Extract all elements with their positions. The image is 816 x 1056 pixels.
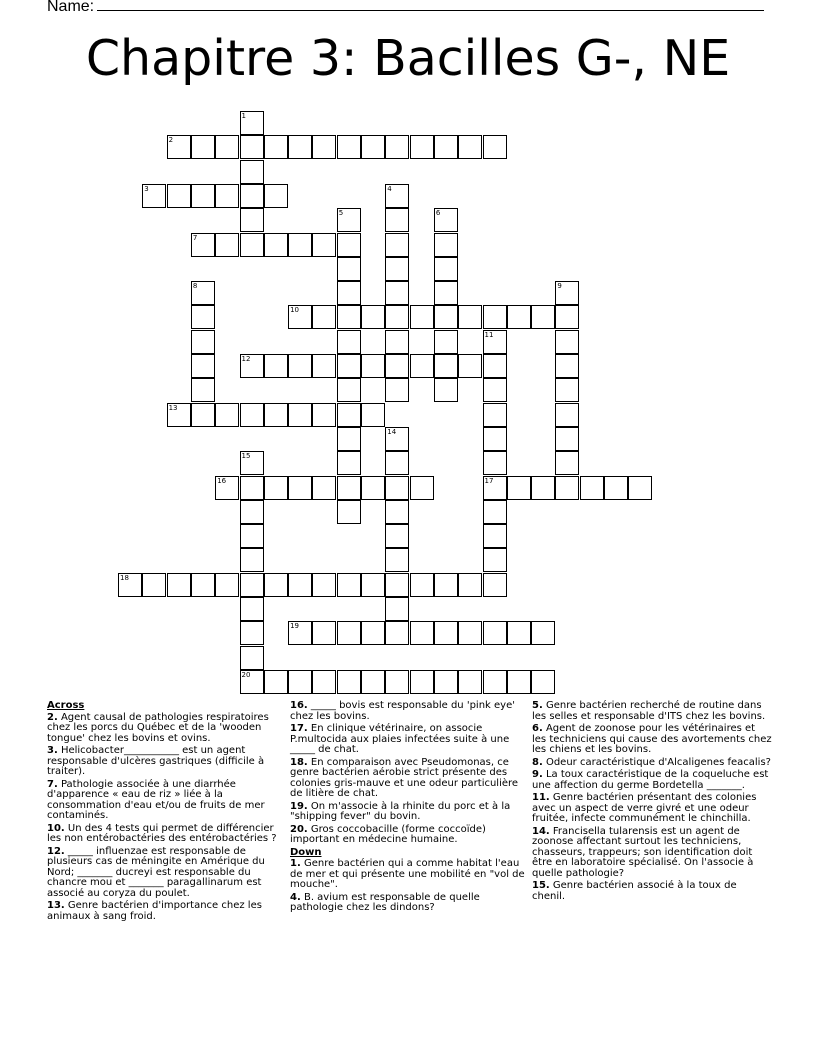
- clue-column-1: [47, 701, 282, 924]
- grid-cell[interactable]: [288, 476, 312, 500]
- grid-cell[interactable]: [191, 184, 215, 208]
- grid-cell[interactable]: [483, 573, 507, 597]
- clue-number-label: 12: [241, 355, 251, 363]
- clue-number-label: 4: [387, 184, 392, 193]
- grid-cell[interactable]: [385, 378, 409, 402]
- grid-cell[interactable]: [555, 330, 579, 354]
- grid-cell[interactable]: [385, 670, 409, 694]
- grid-cell[interactable]: [507, 476, 531, 500]
- clue-down-9: 9. La toux caractéristique de la coqueluche est une affection du germe Bordetella _______.: [532, 769, 769, 791]
- grid-cell[interactable]: [483, 548, 507, 572]
- grid-cell[interactable]: [288, 403, 312, 427]
- grid-cell[interactable]: [555, 403, 579, 427]
- grid-cell[interactable]: [385, 573, 409, 597]
- clue-down-4: 4. B. avium est responsable de quelle pathologie chez les dindons?: [290, 891, 480, 913]
- clue-down-11: 11. Genre bactérien présentant des colonies avec un aspect de verre givré et une odeur fruitée, infecte communément le chinchilla.: [532, 792, 757, 824]
- grid-cell[interactable]: [264, 476, 288, 500]
- grid-cell[interactable]: [264, 670, 288, 694]
- grid-cell[interactable]: [312, 305, 336, 329]
- grid-cell[interactable]: [507, 305, 531, 329]
- clue-number-label: 2: [168, 136, 174, 145]
- grid-cell[interactable]: [410, 135, 434, 159]
- grid-cell[interactable]: [264, 233, 288, 257]
- grid-cell[interactable]: [385, 524, 409, 548]
- grid-cell[interactable]: [385, 597, 409, 621]
- grid-cell[interactable]: [385, 305, 409, 329]
- name-label: Name:: [47, 0, 95, 15]
- grid-cell[interactable]: [312, 233, 336, 257]
- clue-number-label: 3: [144, 184, 149, 193]
- grid-cell[interactable]: [337, 233, 361, 257]
- clue-number-label: 18: [120, 573, 129, 582]
- grid-cell[interactable]: [555, 354, 579, 378]
- clue-down-6: 6. Agent de zoonose pour les vétérinaires et les techniciens qui cause des avortements chez les chiens et les bovins.: [532, 723, 772, 755]
- grid-cell[interactable]: [483, 354, 507, 378]
- grid-cell[interactable]: [385, 208, 409, 232]
- grid-cell[interactable]: [312, 354, 336, 378]
- grid-cell[interactable]: [483, 524, 507, 548]
- clue-across-13: 13. Genre bactérien d'importance chez les animaux à sang froid.: [47, 900, 262, 922]
- grid-cell[interactable]: [215, 135, 239, 159]
- grid-cell[interactable]: [264, 403, 288, 427]
- grid-cell[interactable]: [337, 451, 361, 475]
- clue-number-label: 17: [484, 476, 494, 485]
- grid-cell[interactable]: [312, 621, 336, 645]
- grid-cell[interactable]: [264, 184, 288, 208]
- grid-cell[interactable]: [434, 621, 458, 645]
- grid-cell[interactable]: [240, 135, 264, 159]
- clue-number-label: 16: [217, 476, 227, 485]
- grid-cell[interactable]: [483, 451, 507, 475]
- grid-cell[interactable]: [191, 330, 215, 354]
- grid-cell[interactable]: [288, 135, 312, 159]
- clue-number-label: 19: [290, 622, 300, 631]
- clue-across-17: 17. En clinique vétérinaire, on associe P.multocida aux plaies infectées suite à une _____ de chat.: [290, 723, 510, 755]
- grid-cell[interactable]: [337, 354, 361, 378]
- grid-cell[interactable]: [337, 330, 361, 354]
- grid-cell[interactable]: [531, 305, 555, 329]
- grid-cell[interactable]: [240, 597, 264, 621]
- grid-cell[interactable]: [337, 305, 361, 329]
- grid-cell[interactable]: [337, 573, 361, 597]
- grid-cell[interactable]: [191, 378, 215, 402]
- grid-cell[interactable]: [434, 670, 458, 694]
- clue-number-label: 5: [338, 209, 344, 218]
- clue-number-label: 13: [168, 403, 178, 412]
- grid-cell[interactable]: [240, 646, 264, 670]
- grid-cell[interactable]: [361, 403, 385, 427]
- grid-cell[interactable]: [555, 305, 579, 329]
- grid-cell[interactable]: [337, 403, 361, 427]
- grid-cell[interactable]: [215, 184, 239, 208]
- grid-cell[interactable]: [483, 378, 507, 402]
- clue-down-5: 5. Genre bactérien recherché de routine dans les selles et responsable d'ITS chez les bovins.: [532, 700, 766, 722]
- grid-cell[interactable]: [385, 354, 409, 378]
- grid-cell[interactable]: [458, 305, 482, 329]
- grid-cell[interactable]: [215, 233, 239, 257]
- clue-down-14: 14. Francisella tularensis est un agent de zoonose affectant surtout les techniciens, chasseurs, trappeurs; son identification doit être en laboratoire spécialisé. On l'associe à quelle pathologie?: [532, 825, 754, 879]
- grid-cell[interactable]: [434, 330, 458, 354]
- clue-column-3: [532, 701, 772, 904]
- grid-cell[interactable]: [385, 257, 409, 281]
- clue-across-2: 2. Agent causal de pathologies respiratoires chez les porcs du Québec et de la 'wooden tongue' chez les bovins et ovins.: [47, 711, 269, 744]
- grid-cell[interactable]: [483, 670, 507, 694]
- grid-cell[interactable]: [361, 476, 385, 500]
- clue-across-18: 18. En comparaison avec Pseudomonas, ce genre bactérien aérobie strict présente des colonies gris-mauve et une odeur particulière de litière de chat.: [290, 756, 519, 799]
- grid-cell[interactable]: [288, 233, 312, 257]
- grid-cell[interactable]: [312, 670, 336, 694]
- clue-down-15: 15. Genre bactérien associé à la toux de chenil.: [532, 880, 737, 902]
- grid-cell[interactable]: [580, 476, 604, 500]
- down-header: Down: [290, 846, 322, 858]
- grid-cell[interactable]: [264, 135, 288, 159]
- grid-cell[interactable]: [240, 548, 264, 572]
- grid-cell[interactable]: [385, 451, 409, 475]
- clue-down-8: 8. Odeur caractéristique d'Alcaligenes feacalis?: [532, 756, 771, 768]
- grid-cell[interactable]: [434, 257, 458, 281]
- grid-cell[interactable]: [531, 621, 555, 645]
- grid-cell[interactable]: [531, 670, 555, 694]
- grid-cell[interactable]: [240, 500, 264, 524]
- grid-cell[interactable]: [312, 135, 336, 159]
- grid-cell[interactable]: [385, 500, 409, 524]
- grid-cell[interactable]: [337, 135, 361, 159]
- grid-cell[interactable]: [434, 135, 458, 159]
- clue-number-label: 14: [387, 427, 397, 436]
- grid-cell[interactable]: [361, 573, 385, 597]
- clue-across-19: 19. On m'associe à la rhinite du porc et à la "shipping fever" du bovin.: [290, 800, 511, 822]
- grid-cell[interactable]: [264, 573, 288, 597]
- grid-cell[interactable]: [434, 281, 458, 305]
- grid-cell[interactable]: [191, 573, 215, 597]
- grid-cell[interactable]: [337, 476, 361, 500]
- grid-cell[interactable]: [483, 427, 507, 451]
- clue-number-label: 15: [241, 452, 251, 461]
- clue-number-label: 1: [241, 112, 246, 120]
- grid-cell[interactable]: [240, 524, 264, 548]
- grid-cell[interactable]: [507, 670, 531, 694]
- grid-cell[interactable]: [337, 621, 361, 645]
- clue-across-20: 20. Gros coccobacille (forme coccoïde) important en médecine humaine.: [290, 823, 486, 845]
- grid-cell[interactable]: [191, 354, 215, 378]
- grid-cell[interactable]: [555, 378, 579, 402]
- grid-cell[interactable]: [555, 427, 579, 451]
- grid-cell[interactable]: [434, 305, 458, 329]
- grid-cell[interactable]: [385, 330, 409, 354]
- grid-cell[interactable]: [337, 427, 361, 451]
- clue-number-label: 9: [557, 282, 562, 291]
- grid-cell[interactable]: [215, 573, 239, 597]
- clue-column-2: [290, 701, 525, 916]
- clue-across-7: 7. Pathologie associée à une diarrhée d'apparence « eau de riz » liée à la consommation d'eau et/ou de fruits de mer contaminés.: [47, 778, 265, 821]
- grid-cell[interactable]: [240, 208, 264, 232]
- grid-cell[interactable]: [361, 354, 385, 378]
- grid-cell[interactable]: [337, 257, 361, 281]
- grid-cell[interactable]: [410, 354, 434, 378]
- grid-cell[interactable]: [434, 573, 458, 597]
- grid-cell[interactable]: [264, 354, 288, 378]
- clue-across-10: 10. Un des 4 tests qui permet de différencier les non entérobactéries des entérobactéries ?: [47, 822, 277, 844]
- grid-cell[interactable]: [288, 573, 312, 597]
- grid-cell[interactable]: [312, 573, 336, 597]
- grid-cell[interactable]: [142, 573, 166, 597]
- grid-cell[interactable]: [191, 305, 215, 329]
- grid-cell[interactable]: [434, 233, 458, 257]
- grid-cell[interactable]: [361, 305, 385, 329]
- grid-cell[interactable]: [240, 573, 264, 597]
- grid-cell[interactable]: [531, 476, 555, 500]
- grid-cell[interactable]: [385, 548, 409, 572]
- grid-cell[interactable]: [167, 573, 191, 597]
- grid-cell[interactable]: [361, 135, 385, 159]
- grid-cell[interactable]: [337, 281, 361, 305]
- grid-cell[interactable]: [337, 670, 361, 694]
- grid-cell[interactable]: [434, 378, 458, 402]
- grid-cell[interactable]: [385, 233, 409, 257]
- grid-cell[interactable]: [361, 621, 385, 645]
- grid-cell[interactable]: [312, 403, 336, 427]
- grid-cell[interactable]: [555, 476, 579, 500]
- grid-cell[interactable]: [410, 476, 434, 500]
- clue-number-label: 10: [290, 306, 300, 315]
- grid-cell[interactable]: [167, 184, 191, 208]
- grid-cell[interactable]: [458, 354, 482, 378]
- grid-cell[interactable]: [240, 621, 264, 645]
- grid-cell[interactable]: [385, 476, 409, 500]
- grid-cell[interactable]: [628, 476, 652, 500]
- grid-cell[interactable]: [288, 670, 312, 694]
- grid-cell[interactable]: [483, 621, 507, 645]
- grid-cell[interactable]: [458, 135, 482, 159]
- grid-cell[interactable]: [337, 500, 361, 524]
- grid-cell[interactable]: [483, 403, 507, 427]
- grid-cell[interactable]: [240, 184, 264, 208]
- grid-cell[interactable]: [410, 573, 434, 597]
- grid-cell[interactable]: [361, 670, 385, 694]
- clue-number-label: 11: [484, 330, 494, 339]
- grid-cell[interactable]: [410, 670, 434, 694]
- grid-cell[interactable]: [410, 621, 434, 645]
- grid-cell[interactable]: [385, 621, 409, 645]
- clue-across-16: 16. _____ bovis est responsable du 'pink eye' chez les bovins.: [290, 700, 515, 722]
- page-title: Chapitre 3: Bacilles G-, NE: [85, 30, 731, 87]
- grid-cell[interactable]: [458, 573, 482, 597]
- clue-number-label: 8: [192, 282, 198, 291]
- clue-number-label: 20: [241, 670, 251, 679]
- clue-number-label: 7: [192, 233, 198, 242]
- grid-cell[interactable]: [604, 476, 628, 500]
- grid-cell[interactable]: [507, 621, 531, 645]
- grid-cell[interactable]: [240, 476, 264, 500]
- grid-cell[interactable]: [240, 160, 264, 184]
- grid-cell[interactable]: [240, 403, 264, 427]
- grid-cell[interactable]: [483, 305, 507, 329]
- grid-cell[interactable]: [434, 354, 458, 378]
- grid-cell[interactable]: [337, 378, 361, 402]
- grid-cell[interactable]: [458, 670, 482, 694]
- grid-cell[interactable]: [555, 451, 579, 475]
- grid-cell[interactable]: [215, 403, 239, 427]
- grid-cell[interactable]: [288, 354, 312, 378]
- grid-cell[interactable]: [191, 403, 215, 427]
- grid-cell[interactable]: [240, 233, 264, 257]
- grid-cell[interactable]: [385, 135, 409, 159]
- across-header: Across: [47, 700, 85, 711]
- grid-cell[interactable]: [191, 135, 215, 159]
- grid-cell[interactable]: [483, 135, 507, 159]
- grid-cell[interactable]: [410, 305, 434, 329]
- clue-down-1: 1. Genre bactérien qui a comme habitat l'eau de mer et qui présente une mobilité en "vol de mouche".: [290, 858, 525, 890]
- grid-cell[interactable]: [483, 500, 507, 524]
- clue-across-3: 3. Helicobacter___________ est un agent responsable d'ulcères gastriques (difficile à traiter).: [47, 745, 265, 777]
- grid-cell[interactable]: [312, 476, 336, 500]
- clue-number-label: 6: [435, 209, 441, 218]
- grid-cell[interactable]: [385, 281, 409, 305]
- clue-across-12: 12. _____ influenzae est responsable de plusieurs cas de méningite en Amérique du Nord; _______ ducreyi est responsable du chancre mou et _______ paragallinarum est associé au coryza du poulet.: [47, 845, 265, 899]
- grid-cell[interactable]: [458, 621, 482, 645]
